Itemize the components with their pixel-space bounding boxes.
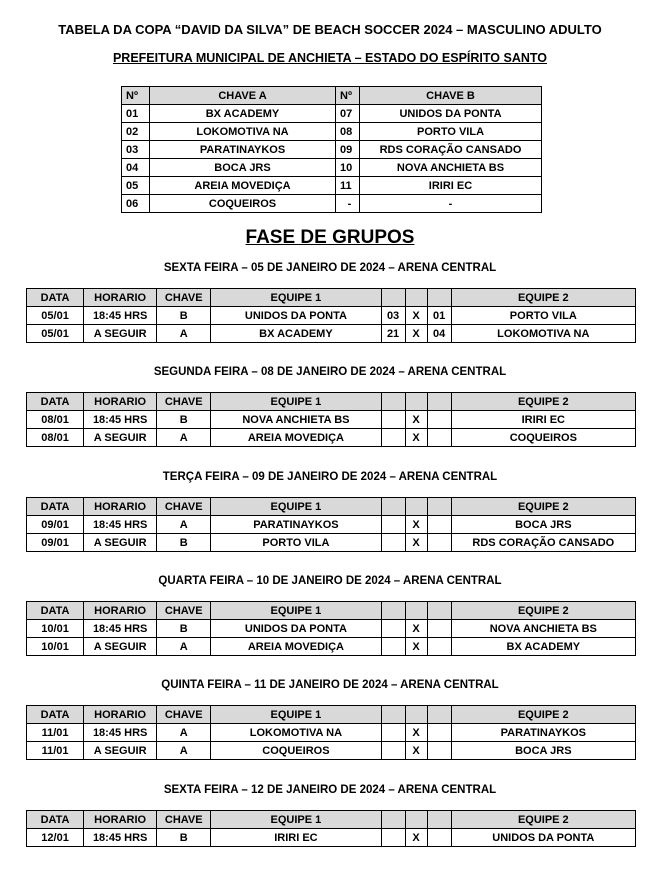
round-heading: SEXTA FEIRA – 12 DE JANEIRO DE 2024 – ARENA CENTRAL — [163, 784, 497, 796]
score-home — [381, 411, 405, 429]
header-horario: HORARIO — [84, 706, 157, 724]
header-equipe-2: EQUIPE 2 — [451, 706, 635, 724]
score-away: 01 — [427, 307, 451, 325]
game-row — [27, 325, 636, 343]
team-number-a: 06 — [122, 195, 150, 213]
games-table-header — [27, 393, 636, 411]
teams-table — [121, 86, 542, 213]
game-row — [27, 620, 636, 638]
header-score-1 — [381, 393, 405, 411]
team-name-a: BX ACADEMY — [150, 105, 336, 123]
team-home: AREIA MOVEDIÇA — [211, 429, 381, 447]
header-score-1 — [381, 706, 405, 724]
header-versus — [405, 289, 427, 307]
game-date: 10/01 — [27, 638, 84, 656]
team-name-b: NOVA ANCHIETA BS — [360, 159, 542, 177]
team-number-a: 01 — [122, 105, 150, 123]
game-row — [27, 829, 636, 847]
team-name-b: UNIDOS DA PONTA — [360, 105, 542, 123]
header-equipe-1: EQUIPE 1 — [211, 393, 381, 411]
team-away: PARATINAYKOS — [451, 724, 635, 742]
team-home: PARATINAYKOS — [211, 516, 381, 534]
game-group: A — [157, 325, 211, 343]
game-time: 18:45 HRS — [84, 516, 157, 534]
header-score-2 — [427, 393, 451, 411]
team-name-a: PARATINAYKOS — [150, 141, 336, 159]
teams-table-row — [122, 123, 542, 141]
team-home: UNIDOS DA PONTA — [211, 307, 381, 325]
team-number-b: - — [336, 195, 360, 213]
games-table-header — [27, 498, 636, 516]
versus-mark: X — [405, 429, 427, 447]
game-time: 18:45 HRS — [84, 724, 157, 742]
header-horario: HORARIO — [84, 289, 157, 307]
header-score-1 — [381, 289, 405, 307]
teams-table-header — [122, 87, 542, 105]
round-heading: TERÇA FEIRA – 09 DE JANEIRO DE 2024 – ARENA CENTRAL — [162, 471, 498, 483]
header-chave: CHAVE — [157, 602, 211, 620]
team-number-b: 11 — [336, 177, 360, 195]
game-date: 11/01 — [27, 742, 84, 760]
team-name-b: PORTO VILA — [360, 123, 542, 141]
versus-mark: X — [405, 411, 427, 429]
header-equipe-2: EQUIPE 2 — [451, 289, 635, 307]
teams-table-row — [122, 195, 542, 213]
header-chave-b: CHAVE B — [360, 87, 542, 105]
header-chave: CHAVE — [157, 811, 211, 829]
header-horario: HORARIO — [84, 498, 157, 516]
teams-table-row — [122, 105, 542, 123]
game-date: 05/01 — [27, 307, 84, 325]
score-away — [427, 411, 451, 429]
phase-title: FASE DE GRUPOS — [245, 227, 415, 248]
game-date: 09/01 — [27, 534, 84, 552]
versus-mark: X — [405, 325, 427, 343]
game-date: 05/01 — [27, 325, 84, 343]
team-away: RDS CORAÇÃO CANSADO — [451, 534, 635, 552]
games-table — [26, 392, 636, 447]
game-row — [27, 307, 636, 325]
teams-table-row — [122, 141, 542, 159]
header-versus — [405, 602, 427, 620]
header-data: DATA — [27, 498, 84, 516]
game-group: A — [157, 742, 211, 760]
header-equipe-2: EQUIPE 2 — [451, 602, 635, 620]
score-home — [381, 724, 405, 742]
header-equipe-2: EQUIPE 2 — [451, 498, 635, 516]
score-home — [381, 516, 405, 534]
game-row — [27, 742, 636, 760]
team-home: NOVA ANCHIETA BS — [211, 411, 381, 429]
games-table-header — [27, 602, 636, 620]
game-group: A — [157, 638, 211, 656]
team-name-a: COQUEIROS — [150, 195, 336, 213]
team-home: IRIRI EC — [211, 829, 381, 847]
team-number-b: 08 — [336, 123, 360, 141]
team-away: COQUEIROS — [451, 429, 635, 447]
header-versus — [405, 706, 427, 724]
score-home — [381, 638, 405, 656]
game-time: 18:45 HRS — [84, 829, 157, 847]
round-heading: QUARTA FEIRA – 10 DE JANEIRO DE 2024 – ARENA CENTRAL — [158, 575, 502, 587]
header-num-b: Nº — [336, 87, 360, 105]
score-away: 04 — [427, 325, 451, 343]
header-equipe-1: EQUIPE 1 — [211, 289, 381, 307]
header-horario: HORARIO — [84, 393, 157, 411]
games-table — [26, 601, 636, 656]
header-score-1 — [381, 498, 405, 516]
game-group: A — [157, 429, 211, 447]
header-score-2 — [427, 602, 451, 620]
score-home: 03 — [381, 307, 405, 325]
header-score-2 — [427, 811, 451, 829]
game-group: B — [157, 307, 211, 325]
score-away — [427, 829, 451, 847]
team-number-a: 04 — [122, 159, 150, 177]
games-table — [26, 288, 636, 343]
header-chave-a: CHAVE A — [150, 87, 336, 105]
team-number-b: 10 — [336, 159, 360, 177]
team-home: LOKOMOTIVA NA — [211, 724, 381, 742]
game-row — [27, 411, 636, 429]
versus-mark: X — [405, 307, 427, 325]
game-row — [27, 429, 636, 447]
game-row — [27, 724, 636, 742]
score-away — [427, 724, 451, 742]
team-away: BX ACADEMY — [451, 638, 635, 656]
header-data: DATA — [27, 393, 84, 411]
header-equipe-1: EQUIPE 1 — [211, 602, 381, 620]
versus-mark: X — [405, 829, 427, 847]
header-score-2 — [427, 498, 451, 516]
games-table-header — [27, 289, 636, 307]
round-heading: QUINTA FEIRA – 11 DE JANEIRO DE 2024 – ARENA CENTRAL — [161, 679, 499, 691]
team-name-a: LOKOMOTIVA NA — [150, 123, 336, 141]
header-versus — [405, 811, 427, 829]
game-date: 11/01 — [27, 724, 84, 742]
game-group: B — [157, 620, 211, 638]
game-time: 18:45 HRS — [84, 620, 157, 638]
team-number-b: 07 — [336, 105, 360, 123]
team-name-a: BOCA JRS — [150, 159, 336, 177]
game-row — [27, 516, 636, 534]
games-table — [26, 810, 636, 847]
header-chave: CHAVE — [157, 289, 211, 307]
game-date: 12/01 — [27, 829, 84, 847]
team-number-a: 05 — [122, 177, 150, 195]
game-time: A SEGUIR — [84, 638, 157, 656]
header-data: DATA — [27, 811, 84, 829]
document-title: TABELA DA COPA “DAVID DA SILVA” DE BEACH SOCCER 2024 – MASCULINO ADULTO — [58, 22, 602, 37]
score-home — [381, 742, 405, 760]
score-away — [427, 516, 451, 534]
game-row — [27, 534, 636, 552]
game-time: A SEGUIR — [84, 742, 157, 760]
header-equipe-2: EQUIPE 2 — [451, 393, 635, 411]
versus-mark: X — [405, 638, 427, 656]
header-equipe-1: EQUIPE 1 — [211, 706, 381, 724]
team-name-a: AREIA MOVEDIÇA — [150, 177, 336, 195]
header-chave: CHAVE — [157, 706, 211, 724]
games-table-header — [27, 811, 636, 829]
header-versus — [405, 498, 427, 516]
team-away: NOVA ANCHIETA BS — [451, 620, 635, 638]
header-equipe-1: EQUIPE 1 — [211, 811, 381, 829]
score-away — [427, 620, 451, 638]
games-table-header — [27, 706, 636, 724]
score-home — [381, 620, 405, 638]
team-name-b: IRIRI EC — [360, 177, 542, 195]
team-away: BOCA JRS — [451, 742, 635, 760]
score-away — [427, 429, 451, 447]
team-away: LOKOMOTIVA NA — [451, 325, 635, 343]
game-date: 09/01 — [27, 516, 84, 534]
team-home: UNIDOS DA PONTA — [211, 620, 381, 638]
team-home: COQUEIROS — [211, 742, 381, 760]
header-score-2 — [427, 289, 451, 307]
score-away — [427, 534, 451, 552]
round-heading: SEXTA FEIRA – 05 DE JANEIRO DE 2024 – ARENA CENTRAL — [163, 262, 497, 274]
round-heading: SEGUNDA FEIRA – 08 DE JANEIRO DE 2024 – ARENA CENTRAL — [153, 366, 507, 378]
game-group: B — [157, 534, 211, 552]
versus-mark: X — [405, 724, 427, 742]
team-number-a: 03 — [122, 141, 150, 159]
team-home: BX ACADEMY — [211, 325, 381, 343]
team-away: UNIDOS DA PONTA — [451, 829, 635, 847]
header-horario: HORARIO — [84, 602, 157, 620]
header-data: DATA — [27, 602, 84, 620]
score-away — [427, 742, 451, 760]
team-home: AREIA MOVEDIÇA — [211, 638, 381, 656]
score-home — [381, 429, 405, 447]
team-number-b: 09 — [336, 141, 360, 159]
header-equipe-2: EQUIPE 2 — [451, 811, 635, 829]
game-group: A — [157, 724, 211, 742]
header-horario: HORARIO — [84, 811, 157, 829]
header-data: DATA — [27, 706, 84, 724]
game-time: A SEGUIR — [84, 534, 157, 552]
team-home: PORTO VILA — [211, 534, 381, 552]
score-away — [427, 638, 451, 656]
team-name-b: RDS CORAÇÃO CANSADO — [360, 141, 542, 159]
game-date: 08/01 — [27, 411, 84, 429]
game-date: 10/01 — [27, 620, 84, 638]
game-group: B — [157, 829, 211, 847]
header-score-2 — [427, 706, 451, 724]
game-row — [27, 638, 636, 656]
score-home — [381, 534, 405, 552]
header-score-1 — [381, 811, 405, 829]
game-time: 18:45 HRS — [84, 411, 157, 429]
game-time: A SEGUIR — [84, 325, 157, 343]
team-away: BOCA JRS — [451, 516, 635, 534]
subtitle-text: PREFEITURA MUNICIPAL DE ANCHIETA – ESTADO DO ESPÍRITO SANTO — [112, 51, 548, 65]
team-number-a: 02 — [122, 123, 150, 141]
game-group: A — [157, 516, 211, 534]
team-away: IRIRI EC — [451, 411, 635, 429]
document-subtitle — [0, 51, 660, 65]
teams-table-row — [122, 159, 542, 177]
game-time: A SEGUIR — [84, 429, 157, 447]
header-score-1 — [381, 602, 405, 620]
versus-mark: X — [405, 620, 427, 638]
team-name-b: - — [360, 195, 542, 213]
score-home — [381, 829, 405, 847]
game-time: 18:45 HRS — [84, 307, 157, 325]
header-chave: CHAVE — [157, 498, 211, 516]
header-chave: CHAVE — [157, 393, 211, 411]
header-versus — [405, 393, 427, 411]
games-table — [26, 705, 636, 760]
header-equipe-1: EQUIPE 1 — [211, 498, 381, 516]
header-data: DATA — [27, 289, 84, 307]
games-table — [26, 497, 636, 552]
score-home: 21 — [381, 325, 405, 343]
teams-table-row — [122, 177, 542, 195]
game-date: 08/01 — [27, 429, 84, 447]
versus-mark: X — [405, 742, 427, 760]
team-away: PORTO VILA — [451, 307, 635, 325]
header-num-a: Nº — [122, 87, 150, 105]
game-group: B — [157, 411, 211, 429]
versus-mark: X — [405, 516, 427, 534]
versus-mark: X — [405, 534, 427, 552]
